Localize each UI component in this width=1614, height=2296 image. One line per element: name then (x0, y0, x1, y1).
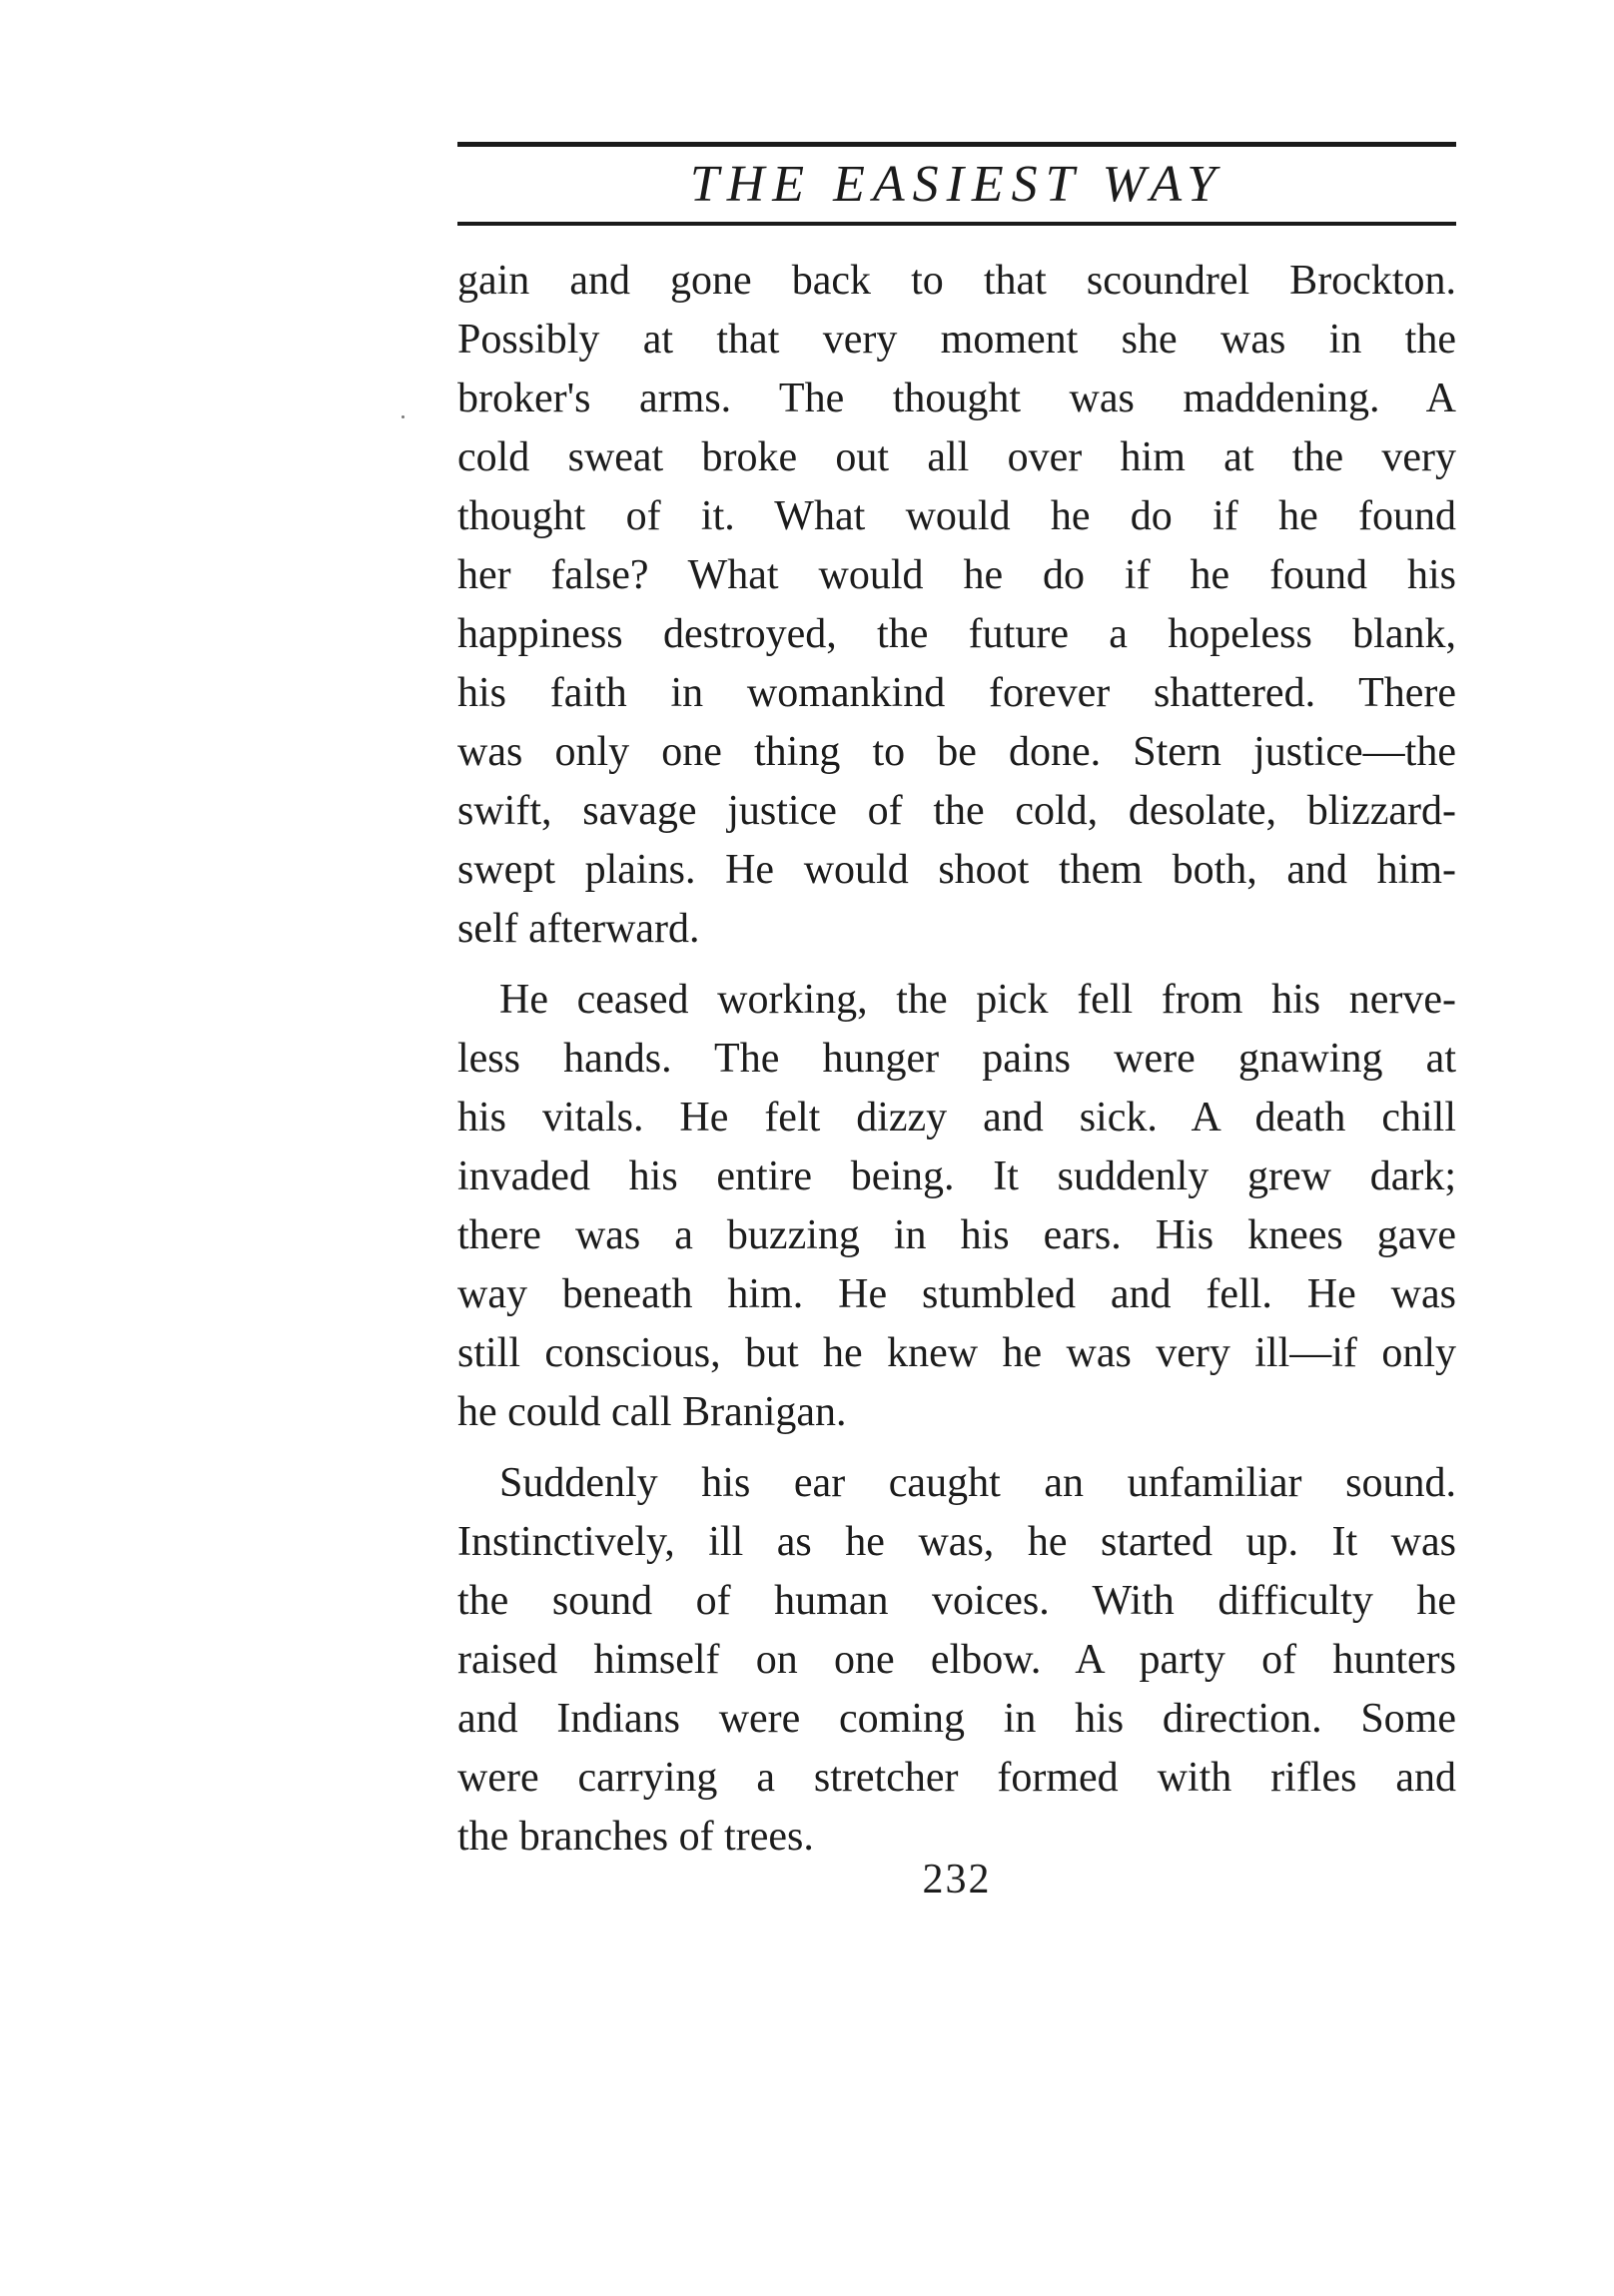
paragraph-1 (457, 252, 1456, 959)
text-line: happiness destroyed, the future a hopeless blank, (457, 611, 1456, 657)
text-line: Suddenly his ear caught an unfamiliar sound. (499, 1460, 1456, 1506)
text-line: was only one thing to be done. Stern justice—the (457, 729, 1456, 775)
text-line: there was a buzzing in his ears. His knees gave (457, 1212, 1456, 1258)
text-line: broker's arms. The thought was maddening. A (457, 376, 1456, 421)
text-line: the sound of human voices. With difficulty he (457, 1578, 1456, 1624)
text-line: less hands. The hunger pains were gnawing at (457, 1036, 1456, 1082)
header-rule-bottom (457, 222, 1456, 226)
text-line: still conscious, but he knew he was very ill—if only (457, 1330, 1456, 1376)
text-line: and Indians were coming in his direction. Some (457, 1696, 1456, 1742)
text-line: swept plains. He would shoot them both, and him- (457, 847, 1456, 893)
text-line: cold sweat broke out all over him at the very (457, 434, 1456, 480)
text-line: his vitals. He felt dizzy and sick. A death chill (457, 1095, 1456, 1141)
paragraph-3 (457, 1454, 1456, 1867)
text-line: raised himself on one elbow. A party of hunters (457, 1637, 1456, 1683)
header-rule-top (457, 142, 1456, 147)
text-line: his faith in womankind forever shattered. There (457, 670, 1456, 716)
text-line: her false? What would he do if he found his (457, 552, 1456, 598)
text-line: swift, savage justice of the cold, desolate, blizzard- (457, 788, 1456, 834)
text-line: he could call Branigan. (457, 1389, 847, 1435)
text-line: were carrying a stretcher formed with rifles and (457, 1755, 1456, 1801)
paper-speck (402, 415, 404, 418)
body-text (457, 252, 1456, 1867)
running-head: THE EASIEST WAY (689, 156, 1224, 213)
text-line: gain and gone back to that scoundrel Brockton. (457, 258, 1456, 304)
text-line: Possibly at that very moment she was in the (457, 317, 1456, 363)
paragraph-2 (457, 971, 1456, 1442)
text-line: the branches of trees. (457, 1814, 814, 1860)
text-line: He ceased working, the pick fell from his nerve- (499, 977, 1456, 1023)
text-line: way beneath him. He stumbled and fell. He was (457, 1271, 1456, 1317)
page-number: 232 (922, 1857, 992, 1903)
text-line: thought of it. What would he do if he found (457, 493, 1456, 539)
text-line: Instinctively, ill as he was, he started up. It was (457, 1519, 1456, 1565)
text-line: self afterward. (457, 906, 700, 952)
text-line: invaded his entire being. It suddenly grew dark; (457, 1153, 1456, 1199)
